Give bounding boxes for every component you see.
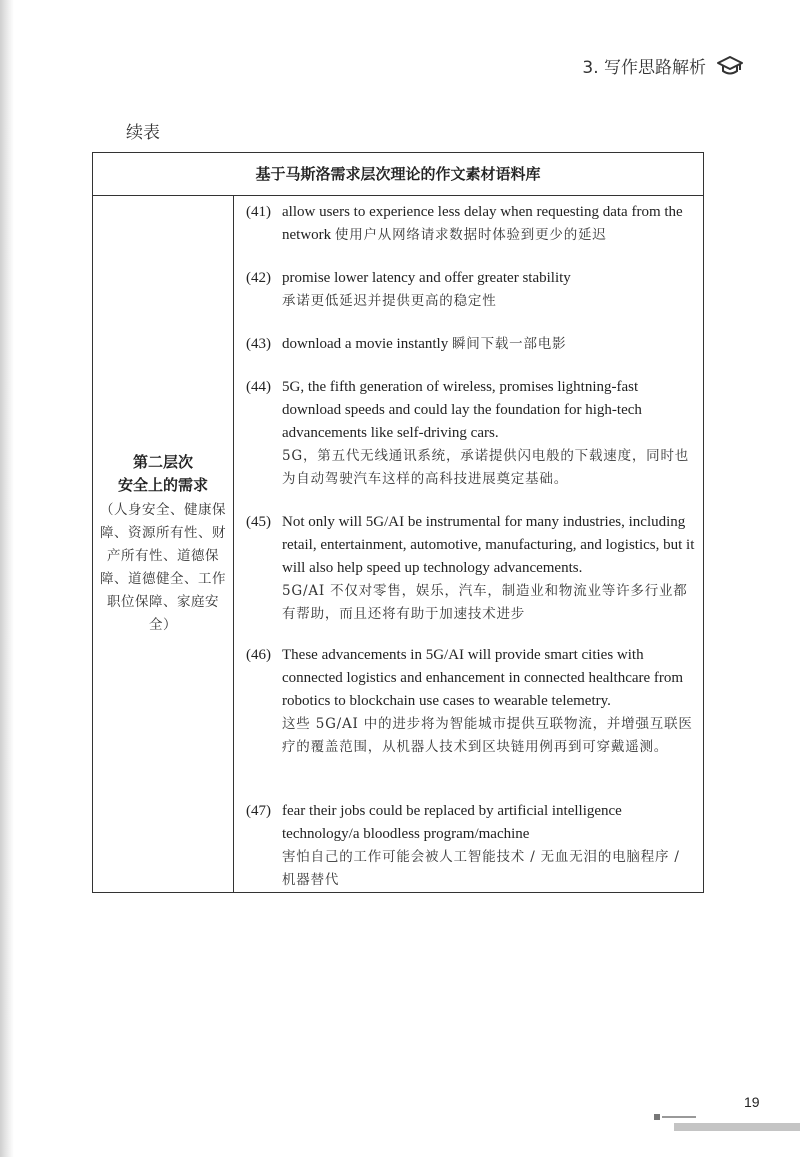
entry-number: (44) (246, 379, 271, 395)
entry-english: These advancements in 5G/AI will provide smart cities with connected logistics and enhancement in connected healthcare from robotics to blockchain use cases to wearable telemetry. (282, 647, 684, 709)
page-number: 19 (744, 1094, 760, 1110)
entry-number: (46) (246, 647, 271, 663)
level-name: 第二层次 (132, 453, 193, 471)
continued-label: 续表 (126, 123, 160, 143)
entry-chinese: 5G/AI 不仅对零售，娱乐，汽车，制造业和物流业等许多行业都有帮助，而且还将有助于加速技术进步 (282, 583, 688, 622)
entry-chinese: 瞬间下载一部电影 (451, 336, 567, 352)
table-body (93, 196, 703, 892)
entry-47 (246, 800, 697, 892)
entry-46 (246, 644, 697, 759)
entry-number: (47) (246, 803, 271, 819)
entry-number: (45) (246, 514, 271, 530)
footer-line-decoration (662, 1116, 696, 1118)
level-description: （人身安全、健康保障、资源所有性、财产所有性、道德保障、道德健全、工作职位保障、家庭安全） (100, 502, 226, 633)
entry-english: promise lower latency and offer greater stability (282, 270, 571, 286)
entry-45 (246, 511, 697, 626)
level-subtitle: 安全上的需求 (117, 476, 208, 494)
footer-square-decoration (654, 1114, 660, 1120)
graduation-cap-icon (716, 55, 744, 77)
corpus-table (92, 152, 704, 893)
entries-cell (234, 196, 703, 892)
section-title: 3. 写作思路解析 (582, 58, 706, 78)
table-title: 基于马斯洛需求层次理论的作文素材语料库 (93, 153, 703, 196)
page-edge-shadow (0, 0, 14, 1157)
footer-bar-decoration (674, 1123, 800, 1131)
entry-chinese: 承诺更低延迟并提供更高的稳定性 (282, 293, 497, 309)
entry-english: allow users to experience less delay when requesting data from the network (282, 204, 683, 243)
entry-english: fear their jobs could be replaced by artificial intelligence technology/a bloodless program/machine (282, 803, 622, 842)
section-header (582, 53, 744, 78)
entry-chinese: 使用户从网络请求数据时体验到更少的延迟 (334, 227, 607, 243)
entry-41 (246, 201, 697, 247)
entry-chinese: 5G，第五代无线通讯系统，承诺提供闪电般的下载速度，同时也为自动驾驶汽车这样的高科技进展奠定基础。 (282, 448, 690, 487)
entry-chinese: 害怕自己的工作可能会被人工智能技术 / 无血无泪的电脑程序 / 机器替代 (282, 849, 680, 888)
level-cell (93, 196, 234, 892)
entry-chinese: 这些 5G/AI 中的进步将为智能城市提供互联物流，并增强互联医疗的覆盖范围，从机器人技术到区块链用例再到可穿戴遥测。 (282, 716, 693, 755)
entry-english: download a movie instantly (282, 336, 449, 352)
entry-english: Not only will 5G/AI be instrumental for many industries, including retail, entertainment, automotive, manufacturing, and logistics, but it will also help speed up technology advancements. (282, 514, 695, 576)
entry-number: (43) (246, 336, 271, 352)
entry-44 (246, 376, 697, 491)
entry-number: (41) (246, 204, 271, 220)
entry-number: (42) (246, 270, 271, 286)
entry-43 (246, 333, 697, 356)
entry-42 (246, 267, 697, 313)
entry-english: 5G, the fifth generation of wireless, promises lightning-fast download speeds and could lay the foundation for high-tech advancements like self-driving cars. (282, 379, 642, 441)
